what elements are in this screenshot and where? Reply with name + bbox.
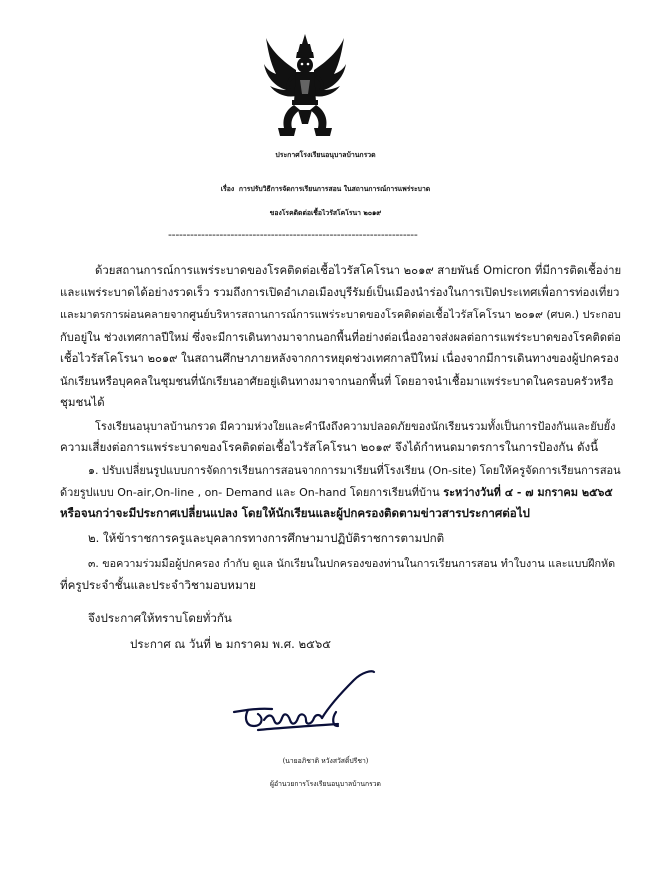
garuda-emblem-icon [262, 32, 348, 140]
measure-1-text: ด้วยรูปแบบ On-air,On-line , on- Demand และ On-hand โดยการเรียนที่บ้าน [60, 486, 444, 499]
measure-1-line: ๑. ปรับเปลี่ยนรูปแบบการจัดการเรียนการสอนจากการมาเรียนที่โรงเรียน (On-site) โดยให้ครูจัดการเรียนการสอน [88, 464, 621, 477]
measure-3-line-2: ที่ครูประจำชั้นและประจำวิชามอบหมาย [60, 578, 256, 592]
signer-position: ผู้อำนวยการโรงเรียนอนุบาลบ้านกรวด [270, 780, 381, 788]
paragraph-2-line: โรงเรียนอนุบาลบ้านกรวด มีความห่วงใยและคำนึงถึงความปลอดภัยของนักเรียนรวมทั้งเป็นการป้องกันและยับยั้ง [95, 420, 616, 433]
paragraph-1-line: ด้วยสถานการณ์การแพร่ระบาดของโรคติดต่อเชื้อไวรัสโคโรนา ๒๐๑๙ สายพันธ์ Omicron ที่มีการติดเชื้อง่าย [95, 263, 622, 277]
paragraph-1-line: และมาตรการผ่อนคลายจากศูนย์บริหารสถานการณ์การแพร่ระบาดของโรคติดต่อเชื้อไวรัสโคโรนา ๒๐๑๙ (ศบค.) ประกอบ [60, 308, 621, 321]
paragraph-1-line: และแพร่ระบาดได้อย่างรวดเร็ว รวมถึงการเปิดอำเภอเมืองบุรีรัมย์เป็นเมืองนำร่องในการเปิดประเทศเพื่อการท่องเที่ยว [60, 285, 620, 299]
paragraph-1-line: นักเรียนหรือบุคคลในชุมชนที่นักเรียนอาศัยอยู่เดินทางมาจากนอกพื้นที่ โดยอาจนำเชื้อมาแพร่ระบาดในครอบครัวหรือ [60, 375, 614, 388]
signer-name: (นายอภิชาติ หวังสวัสดิ์ปรีชา) [282, 757, 369, 765]
handwritten-signature [228, 668, 378, 746]
measure-2-line: ๒. ให้ข้าราชการครูและบุคลากรทางการศึกษามาปฏิบัติราชการตามปกติ [88, 531, 445, 545]
subject-prefix: เรื่อง [220, 185, 235, 193]
measure-1-emphasis: หรือจนกว่าจะมีประกาศเปลี่ยนแปลง โดยให้นักเรียนและผู้ปกครองติดตามข่าวสารประกาศต่อไป [60, 506, 530, 520]
paragraph-1-line: กับอยู่ใน ช่วงเทศกาลปีใหม่ ซึ่งจะมีการเดินทางมาจากนอกพื้นที่อย่างต่อเนื่องอาจส่งผลต่อการแพร่ระบาดของโรคติดต่อ [60, 331, 622, 344]
paragraph-2-line: ความเสี่ยงต่อการแพร่ระบาดของโรคติดต่อเชื้อไวรัสโคโรนา ๒๐๑๙ จึงได้กำหนดมาตรการในการป้องกัน ดังนี้ [60, 440, 599, 454]
announcement-title: ประกาศโรงเรียนอนุบาลบ้านกรวด [275, 151, 376, 159]
announce-date: ประกาศ ณ วันที่ ๒ มกราคม พ.ศ. ๒๕๖๕ [130, 637, 332, 651]
measure-3-line: ๓. ขอความร่วมมือผู้ปกครอง กำกับ ดูแล นักเรียนในปกครองของท่านในการเรียนการสอน ทำใบงาน และแบบฝึกหัด [88, 557, 616, 570]
measure-1-dates: ระหว่างวันที่ ๔ - ๗ มกราคม ๒๕๖๕ [443, 486, 613, 499]
announce-closing: จึงประกาศให้ทราบโดยทั่วกัน [88, 611, 232, 625]
paragraph-1-line: เชื้อไวรัสโคโรนา ๒๐๑๙ ในสถานศึกษาภายหลังจากการหยุดช่วงเทศกาลปีใหม่ เนื่องจากมีการเดินทางของผู้ปกครอง [60, 351, 619, 365]
subject-line-1 [0, 183, 651, 194]
subject-line-2: ของโรคติดต่อเชื้อไวรัสโคโรนา ๒๐๑๙ [269, 209, 382, 217]
subject-text-1: การปรับวิธีการจัดการเรียนการสอน ในสถานการณ์การแพร่ระบาด [238, 185, 431, 193]
measure-1-line-2 [60, 483, 613, 501]
dashed-divider: -------------------------------------------------------------------- [168, 228, 418, 241]
paragraph-1-line: ชุมชนได้ [60, 395, 105, 409]
